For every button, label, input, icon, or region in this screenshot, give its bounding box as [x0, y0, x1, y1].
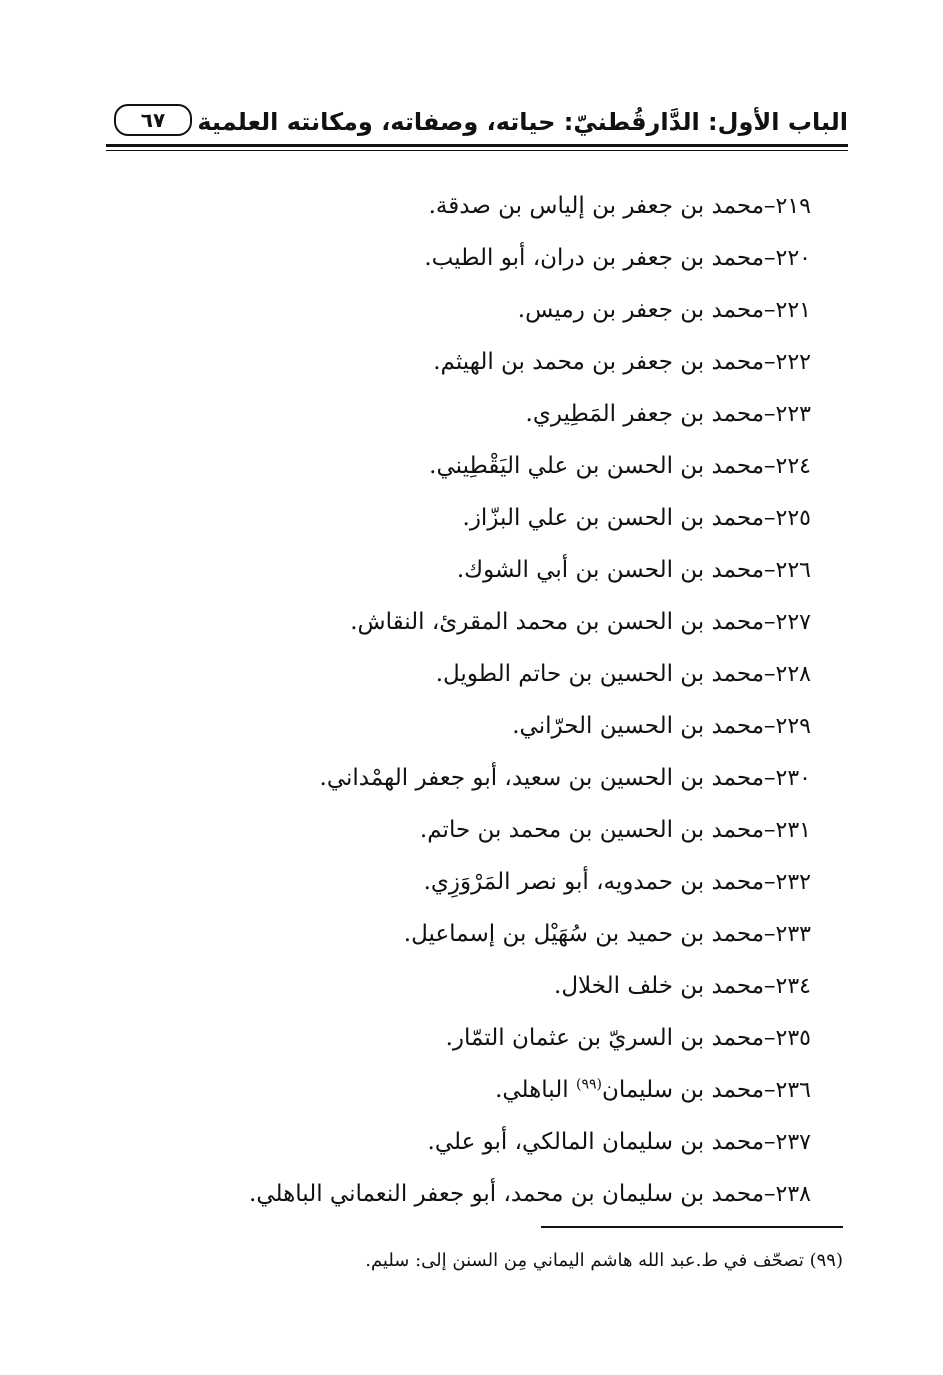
entry-dash: –	[764, 869, 776, 895]
entry-number: ٢٢٠	[775, 246, 811, 271]
list-item	[191, 596, 811, 648]
list-item	[191, 1168, 811, 1220]
header-rule-thin	[106, 150, 848, 151]
entry-dash: –	[764, 557, 776, 583]
list-item	[191, 908, 811, 960]
entry-number: ٢٢١	[775, 298, 811, 323]
footnote-marker[interactable]: (٩٩)	[575, 1076, 602, 1093]
entry-number: ٢٢٥	[775, 506, 811, 531]
entry-text: محمد بن جعفر بن دران، أبو الطيب.	[424, 245, 765, 271]
entry-text: محمد بن الحسين بن حاتم الطويل.	[435, 661, 765, 687]
entry-dash: –	[764, 453, 776, 479]
list-item	[191, 960, 811, 1012]
entry-text: محمد بن الحسن بن علي البزّاز.	[462, 505, 765, 531]
entry-dash: –	[764, 1025, 776, 1051]
entry-text: محمد بن جعفر بن محمد بن الهيثم.	[433, 349, 765, 375]
list-item	[191, 232, 811, 284]
entry-text: محمد بن جعفر بن رميس.	[517, 297, 765, 323]
entry-number: ٢٣٥	[775, 1026, 811, 1051]
entry-dash: –	[764, 1181, 776, 1207]
entry-dash: –	[764, 609, 776, 635]
entry-number: ٢٣٣	[775, 922, 811, 947]
entry-dash: –	[764, 921, 776, 947]
entry-text: محمد بن سليمان	[601, 1077, 765, 1103]
entry-number: ٢٣٨	[775, 1182, 811, 1207]
entry-text: محمد بن الحسن بن محمد المقرئ، النقاش.	[350, 609, 765, 635]
entry-text: محمد بن حمدويه، أبو نصر المَرْوَزِي.	[423, 869, 765, 895]
list-item	[191, 440, 811, 492]
entry-number: ٢٣١	[775, 818, 811, 843]
entry-text: محمد بن حميد بن سُهَيْل بن إسماعيل.	[403, 921, 765, 947]
entry-text: محمد بن جعفر المَطِيري.	[525, 401, 765, 427]
entry-dash: –	[764, 661, 776, 687]
entry-text: محمد بن خلف الخلال.	[554, 973, 765, 999]
entry-number: ٢٢٦	[775, 558, 811, 583]
list-item	[191, 544, 811, 596]
entry-number: ٢٢٩	[775, 714, 811, 739]
page-number: ٦٧	[114, 104, 192, 136]
entry-dash: –	[764, 297, 776, 323]
entry-number: ٢٣٠	[775, 766, 811, 791]
list-item	[191, 700, 811, 752]
list-item	[191, 336, 811, 388]
entry-text: محمد بن السريّ بن عثمان التمّار.	[445, 1025, 765, 1051]
entry-dash: –	[764, 505, 776, 531]
list-item	[191, 648, 811, 700]
list-item	[191, 180, 811, 232]
entry-number: ٢٢٤	[775, 454, 811, 479]
entry-number: ٢٣٦	[775, 1078, 811, 1103]
entry-dash: –	[764, 193, 776, 219]
list-item	[191, 1064, 811, 1116]
footnote-rule	[541, 1226, 843, 1228]
list-item	[191, 1012, 811, 1064]
entry-text: محمد بن سليمان بن محمد، أبو جعفر النعماني الباهلي.	[249, 1181, 765, 1207]
entry-dash: –	[764, 713, 776, 739]
header-rule	[106, 144, 848, 147]
entry-number: ٢٣٢	[775, 870, 811, 895]
entry-number: ٢٢٧	[775, 610, 811, 635]
entries-list	[191, 180, 811, 1220]
list-item	[191, 388, 811, 440]
entry-dash: –	[764, 1077, 776, 1103]
list-item	[191, 284, 811, 336]
entry-text: محمد بن الحسين الحرّاني.	[512, 713, 765, 739]
entry-dash: –	[764, 1129, 776, 1155]
entry-text: محمد بن الحسين بن محمد بن حاتم.	[419, 817, 765, 843]
list-item	[191, 492, 811, 544]
list-item	[191, 804, 811, 856]
entry-dash: –	[764, 245, 776, 271]
running-header	[106, 100, 848, 150]
footnote: (٩٩) تصحّف في ط.عبد الله هاشم اليماني مِن السنن إلى: سليم.	[365, 1250, 843, 1271]
entry-number: ٢٣٤	[775, 974, 811, 999]
entry-dash: –	[764, 765, 776, 791]
entry-number: ٢٢٨	[775, 662, 811, 687]
entry-dash: –	[764, 973, 776, 999]
entry-number: ٢٣٧	[775, 1130, 811, 1155]
entry-text: محمد بن سليمان المالكي، أبو علي.	[427, 1129, 765, 1155]
entry-dash: –	[764, 401, 776, 427]
entry-text: محمد بن الحسن بن أبي الشوك.	[456, 557, 765, 583]
entry-text: محمد بن جعفر بن إلياس بن صدقة.	[428, 193, 765, 219]
entry-number: ٢١٩	[775, 194, 811, 219]
list-item	[191, 1116, 811, 1168]
entry-text-after: الباهلي.	[495, 1077, 576, 1103]
page-title: الباب الأول: الدَّارقُطنيّ: حياته، وصفاته، ومكانته العلمية	[197, 108, 848, 136]
entry-dash: –	[764, 817, 776, 843]
entry-number: ٢٢٢	[775, 350, 811, 375]
list-item	[191, 752, 811, 804]
entry-text: محمد بن الحسن بن علي اليَقْطِيني.	[429, 453, 765, 479]
entry-dash: –	[764, 349, 776, 375]
list-item	[191, 856, 811, 908]
entry-text: محمد بن الحسين بن سعيد، أبو جعفر الهمْداني.	[319, 765, 765, 791]
entry-number: ٢٢٣	[775, 402, 811, 427]
